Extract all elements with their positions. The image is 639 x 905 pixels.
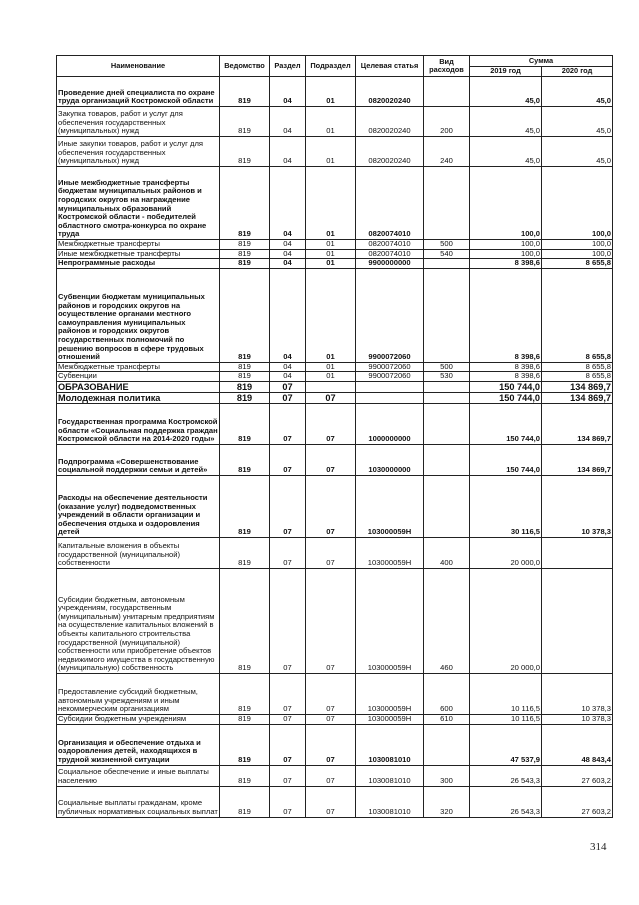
cell-section: 07 bbox=[270, 568, 306, 673]
cell-expense: 530 bbox=[424, 372, 470, 382]
cell-target: 0820020240 bbox=[356, 137, 424, 167]
cell-2019: 150 744,0 bbox=[470, 392, 542, 403]
cell-2020: 27 603,2 bbox=[542, 786, 613, 817]
cell-2020: 134 869,7 bbox=[542, 444, 613, 475]
cell-expense: 300 bbox=[424, 765, 470, 786]
cell-2019: 150 744,0 bbox=[470, 403, 542, 444]
cell-subsection: 07 bbox=[306, 403, 356, 444]
cell-2019: 8 398,6 bbox=[470, 259, 542, 269]
cell-section: 07 bbox=[270, 475, 306, 537]
cell-subsection: 07 bbox=[306, 673, 356, 714]
cell-2019: 150 744,0 bbox=[470, 444, 542, 475]
cell-target: 9900072060 bbox=[356, 268, 424, 362]
cell-name: Иные межбюджетные трансферты бюджетам муниципальных районов и городских округов на награждение муниципальных образований Костромской области - победителей областного смотра-конкурса по охране труда bbox=[57, 167, 220, 240]
cell-target: 0820074010 bbox=[356, 249, 424, 259]
cell-2019: 20 000,0 bbox=[470, 568, 542, 673]
cell-2020: 134 869,7 bbox=[542, 403, 613, 444]
cell-target: 1030000000 bbox=[356, 444, 424, 475]
cell-2020: 48 843,4 bbox=[542, 724, 613, 765]
table-row bbox=[57, 240, 613, 250]
cell-target: 9900072060 bbox=[356, 372, 424, 382]
cell-name: Непрограммные расходы bbox=[57, 259, 220, 269]
cell-name: Субсидии бюджетным учреждениям bbox=[57, 714, 220, 724]
cell-target: 9900072060 bbox=[356, 362, 424, 372]
table-row bbox=[57, 249, 613, 259]
col-header-section: Раздел bbox=[270, 56, 306, 77]
table-row bbox=[57, 137, 613, 167]
cell-expense bbox=[424, 403, 470, 444]
cell-dept: 819 bbox=[220, 249, 270, 259]
cell-dept: 819 bbox=[220, 167, 270, 240]
cell-expense bbox=[424, 724, 470, 765]
cell-target: 0820020240 bbox=[356, 107, 424, 137]
table-row bbox=[57, 259, 613, 269]
cell-section: 07 bbox=[270, 786, 306, 817]
cell-section: 04 bbox=[270, 137, 306, 167]
cell-target: 0820074010 bbox=[356, 240, 424, 250]
cell-subsection: 01 bbox=[306, 362, 356, 372]
cell-name: Молодежная политика bbox=[57, 392, 220, 403]
cell-section: 04 bbox=[270, 259, 306, 269]
cell-subsection: 07 bbox=[306, 568, 356, 673]
cell-2020: 10 378,3 bbox=[542, 714, 613, 724]
cell-expense bbox=[424, 475, 470, 537]
col-header-2020: 2020 год bbox=[542, 67, 613, 77]
cell-subsection: 01 bbox=[306, 268, 356, 362]
table-row bbox=[57, 403, 613, 444]
cell-section: 04 bbox=[270, 167, 306, 240]
cell-dept: 819 bbox=[220, 724, 270, 765]
cell-subsection: 01 bbox=[306, 249, 356, 259]
cell-name: Иные закупки товаров, работ и услуг для обеспечения государственных (муниципальных) нужд bbox=[57, 137, 220, 167]
table-row bbox=[57, 444, 613, 475]
table-row bbox=[57, 107, 613, 137]
cell-2020: 10 378,3 bbox=[542, 475, 613, 537]
cell-2020: 8 655,8 bbox=[542, 268, 613, 362]
cell-subsection: 07 bbox=[306, 765, 356, 786]
cell-2019: 100,0 bbox=[470, 249, 542, 259]
cell-section: 04 bbox=[270, 77, 306, 107]
table-row bbox=[57, 673, 613, 714]
cell-target: 1030081010 bbox=[356, 765, 424, 786]
cell-dept: 819 bbox=[220, 786, 270, 817]
col-header-subsection: Подраздел bbox=[306, 56, 356, 77]
cell-dept: 819 bbox=[220, 392, 270, 403]
table-row bbox=[57, 372, 613, 382]
cell-2020 bbox=[542, 537, 613, 568]
cell-target: 1000000000 bbox=[356, 403, 424, 444]
cell-section: 04 bbox=[270, 362, 306, 372]
cell-expense: 400 bbox=[424, 537, 470, 568]
cell-2019: 150 744,0 bbox=[470, 381, 542, 392]
cell-2020: 100,0 bbox=[542, 167, 613, 240]
cell-dept: 819 bbox=[220, 568, 270, 673]
cell-dept: 819 bbox=[220, 240, 270, 250]
cell-2020: 45,0 bbox=[542, 107, 613, 137]
cell-expense bbox=[424, 392, 470, 403]
cell-name: Проведение дней специалиста по охране труда организаций Костромской области bbox=[57, 77, 220, 107]
cell-dept: 819 bbox=[220, 765, 270, 786]
table-row bbox=[57, 392, 613, 403]
cell-name: Социальные выплаты гражданам, кроме публичных нормативных социальных выплат bbox=[57, 786, 220, 817]
cell-name: Субсидии бюджетным, автономным учреждениям, государственным (муниципальным) унитарным предприятиям на осуществление капитальных вложений в объекты капитального строительства государственной (муниципальной) собственности или приобретение объектов недвижимого имущества в государственную (муниципальную) собственность bbox=[57, 568, 220, 673]
cell-target: 103000059Н bbox=[356, 475, 424, 537]
cell-2019: 8 398,6 bbox=[470, 362, 542, 372]
cell-2019: 30 116,5 bbox=[470, 475, 542, 537]
table-row bbox=[57, 167, 613, 240]
cell-section: 04 bbox=[270, 268, 306, 362]
cell-2020: 100,0 bbox=[542, 249, 613, 259]
cell-expense: 240 bbox=[424, 137, 470, 167]
cell-name: Государственная программа Костромской области «Социальная поддержка граждан Костромской области на 2014-2020 годы» bbox=[57, 403, 220, 444]
cell-name: Субвенции bbox=[57, 372, 220, 382]
table-row bbox=[57, 714, 613, 724]
col-header-target: Целевая статья bbox=[356, 56, 424, 77]
table-row bbox=[57, 268, 613, 362]
cell-section: 07 bbox=[270, 444, 306, 475]
cell-2019: 45,0 bbox=[470, 137, 542, 167]
cell-subsection: 07 bbox=[306, 714, 356, 724]
table-row bbox=[57, 724, 613, 765]
cell-subsection bbox=[306, 381, 356, 392]
cell-expense: 500 bbox=[424, 240, 470, 250]
col-header-sum: Сумма bbox=[470, 56, 613, 67]
cell-dept: 819 bbox=[220, 362, 270, 372]
cell-section: 07 bbox=[270, 537, 306, 568]
cell-name: Расходы на обеспечение деятельности (оказание услуг) подведомственных учреждений в области организации и обеспечения отдыха и оздоровления детей bbox=[57, 475, 220, 537]
cell-expense: 610 bbox=[424, 714, 470, 724]
cell-subsection: 07 bbox=[306, 444, 356, 475]
cell-target: 103000059Н bbox=[356, 714, 424, 724]
cell-dept: 819 bbox=[220, 107, 270, 137]
cell-expense: 540 bbox=[424, 249, 470, 259]
cell-expense: 500 bbox=[424, 362, 470, 372]
cell-dept: 819 bbox=[220, 381, 270, 392]
cell-name: Иные межбюджетные трансферты bbox=[57, 249, 220, 259]
cell-section: 07 bbox=[270, 403, 306, 444]
cell-target: 0820074010 bbox=[356, 167, 424, 240]
cell-dept: 819 bbox=[220, 403, 270, 444]
cell-name: Межбюджетные трансферты bbox=[57, 240, 220, 250]
cell-2020: 10 378,3 bbox=[542, 673, 613, 714]
table-row bbox=[57, 537, 613, 568]
cell-target bbox=[356, 381, 424, 392]
cell-target: 0820020240 bbox=[356, 77, 424, 107]
cell-2020: 45,0 bbox=[542, 77, 613, 107]
cell-section: 04 bbox=[270, 240, 306, 250]
cell-section: 07 bbox=[270, 392, 306, 403]
cell-2019: 45,0 bbox=[470, 107, 542, 137]
cell-section: 07 bbox=[270, 714, 306, 724]
cell-name: Субвенции бюджетам муниципальных районов и городских округов на осуществление органами местного самоуправления муниципальных районов и городских округов государственных полномочий по решению вопросов в сфере трудовых отношений bbox=[57, 268, 220, 362]
cell-2020: 8 655,8 bbox=[542, 362, 613, 372]
cell-section: 07 bbox=[270, 381, 306, 392]
cell-target: 1030081010 bbox=[356, 724, 424, 765]
cell-2019: 8 398,6 bbox=[470, 372, 542, 382]
cell-expense: 600 bbox=[424, 673, 470, 714]
table-row bbox=[57, 765, 613, 786]
cell-expense bbox=[424, 444, 470, 475]
cell-expense: 460 bbox=[424, 568, 470, 673]
cell-dept: 819 bbox=[220, 372, 270, 382]
cell-2020: 8 655,8 bbox=[542, 259, 613, 269]
budget-table bbox=[56, 55, 613, 818]
cell-2019: 8 398,6 bbox=[470, 268, 542, 362]
cell-name: Межбюджетные трансферты bbox=[57, 362, 220, 372]
cell-2019: 47 537,9 bbox=[470, 724, 542, 765]
cell-section: 04 bbox=[270, 372, 306, 382]
cell-name: Социальное обеспечение и иные выплаты населению bbox=[57, 765, 220, 786]
cell-name: Подпрограмма «Совершенствование социальной поддержки семьи и детей» bbox=[57, 444, 220, 475]
cell-2020: 8 655,8 bbox=[542, 372, 613, 382]
cell-expense bbox=[424, 381, 470, 392]
cell-section: 07 bbox=[270, 765, 306, 786]
cell-2020: 134 869,7 bbox=[542, 392, 613, 403]
cell-dept: 819 bbox=[220, 537, 270, 568]
cell-name: Организация и обеспечение отдыха и оздоровления детей, находящихся в трудной жизненной ситуации bbox=[57, 724, 220, 765]
cell-2019: 10 116,5 bbox=[470, 714, 542, 724]
cell-2019: 20 000,0 bbox=[470, 537, 542, 568]
cell-expense bbox=[424, 259, 470, 269]
table-row bbox=[57, 362, 613, 372]
cell-subsection: 07 bbox=[306, 786, 356, 817]
cell-section: 07 bbox=[270, 673, 306, 714]
cell-dept: 819 bbox=[220, 259, 270, 269]
cell-2019: 26 543,3 bbox=[470, 765, 542, 786]
cell-2019: 100,0 bbox=[470, 167, 542, 240]
cell-name: Закупка товаров, работ и услуг для обеспечения государственных (муниципальных) нужд bbox=[57, 107, 220, 137]
cell-2020: 27 603,2 bbox=[542, 765, 613, 786]
cell-2020: 100,0 bbox=[542, 240, 613, 250]
cell-subsection: 07 bbox=[306, 724, 356, 765]
header-row-1 bbox=[57, 56, 613, 67]
col-header-expense: Вид расходов bbox=[424, 56, 470, 77]
cell-expense: 320 bbox=[424, 786, 470, 817]
cell-2020 bbox=[542, 568, 613, 673]
cell-2019: 26 543,3 bbox=[470, 786, 542, 817]
table-row bbox=[57, 568, 613, 673]
cell-dept: 819 bbox=[220, 268, 270, 362]
cell-section: 04 bbox=[270, 249, 306, 259]
cell-target: 103000059Н bbox=[356, 537, 424, 568]
cell-subsection: 07 bbox=[306, 392, 356, 403]
table-row bbox=[57, 381, 613, 392]
cell-expense bbox=[424, 77, 470, 107]
col-header-2019: 2019 год bbox=[470, 67, 542, 77]
col-header-dept: Ведомство bbox=[220, 56, 270, 77]
budget-sheet bbox=[56, 55, 612, 818]
cell-2019: 45,0 bbox=[470, 77, 542, 107]
cell-dept: 819 bbox=[220, 673, 270, 714]
col-header-name: Наименование bbox=[57, 56, 220, 77]
cell-dept: 819 bbox=[220, 475, 270, 537]
cell-section: 07 bbox=[270, 724, 306, 765]
cell-subsection: 01 bbox=[306, 167, 356, 240]
cell-subsection: 01 bbox=[306, 240, 356, 250]
cell-name: ОБРАЗОВАНИЕ bbox=[57, 381, 220, 392]
cell-section: 04 bbox=[270, 107, 306, 137]
table-row bbox=[57, 786, 613, 817]
cell-target: 1030081010 bbox=[356, 786, 424, 817]
cell-subsection: 01 bbox=[306, 137, 356, 167]
table-row bbox=[57, 77, 613, 107]
cell-dept: 819 bbox=[220, 444, 270, 475]
cell-dept: 819 bbox=[220, 137, 270, 167]
page-number: 314 bbox=[590, 841, 607, 853]
table-body bbox=[57, 77, 613, 818]
table-row bbox=[57, 475, 613, 537]
cell-target: 9900000000 bbox=[356, 259, 424, 269]
cell-subsection: 01 bbox=[306, 107, 356, 137]
cell-2020: 45,0 bbox=[542, 137, 613, 167]
cell-expense bbox=[424, 268, 470, 362]
cell-subsection: 07 bbox=[306, 537, 356, 568]
cell-2020: 134 869,7 bbox=[542, 381, 613, 392]
cell-expense bbox=[424, 167, 470, 240]
cell-subsection: 07 bbox=[306, 475, 356, 537]
cell-expense: 200 bbox=[424, 107, 470, 137]
cell-subsection: 01 bbox=[306, 372, 356, 382]
cell-subsection: 01 bbox=[306, 259, 356, 269]
cell-subsection: 01 bbox=[306, 77, 356, 107]
cell-target bbox=[356, 392, 424, 403]
cell-2019: 10 116,5 bbox=[470, 673, 542, 714]
cell-target: 103000059Н bbox=[356, 568, 424, 673]
cell-name: Капитальные вложения в объекты государственной (муниципальной) собственности bbox=[57, 537, 220, 568]
cell-dept: 819 bbox=[220, 77, 270, 107]
cell-dept: 819 bbox=[220, 714, 270, 724]
cell-name: Предоставление субсидий бюджетным, автономным учреждениям и иным некоммерческим организациям bbox=[57, 673, 220, 714]
cell-2019: 100,0 bbox=[470, 240, 542, 250]
cell-target: 103000059Н bbox=[356, 673, 424, 714]
